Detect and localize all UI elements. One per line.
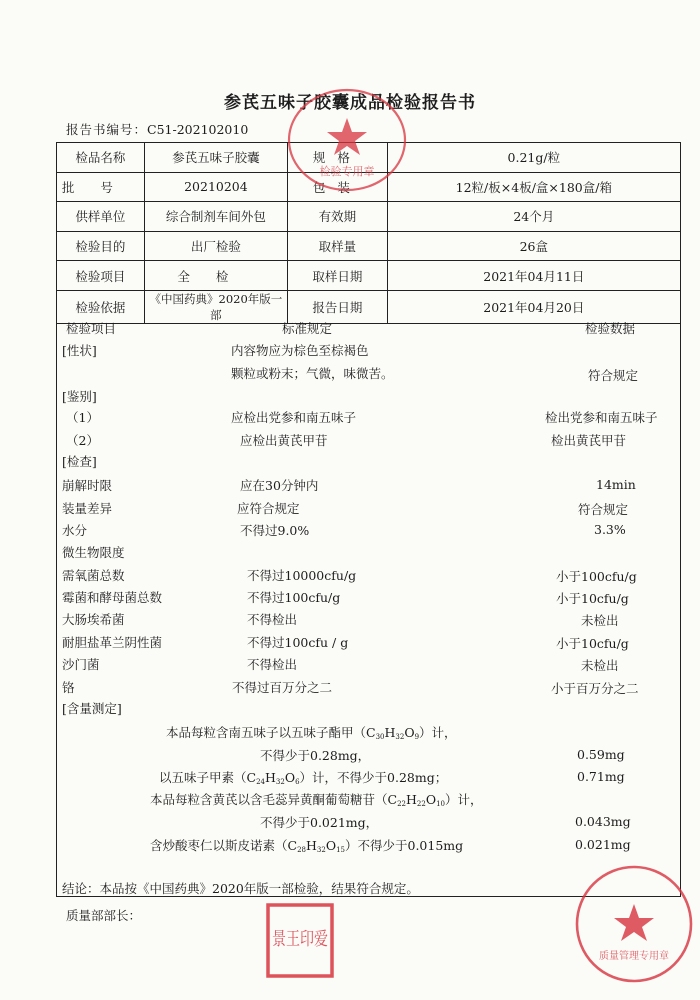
cell-label: 取样量 <box>288 231 388 261</box>
content-text: O <box>325 838 337 853</box>
item-text: 水分 <box>62 523 88 538</box>
col-data-heading: 检验数据 <box>585 321 636 336</box>
cell-value: 综合制剂车间外包 <box>144 202 287 232</box>
subscript: 15 <box>336 846 345 854</box>
cell-label: 检验项目 <box>57 261 145 291</box>
content-text: 本品每粒含南五味子以五味子酯甲（C <box>166 725 376 740</box>
item-text: 崩解时限 <box>62 478 113 493</box>
item-text: 沙门菌 <box>62 657 100 672</box>
section-jianbie: [鉴别] <box>62 389 97 404</box>
data-text: 小于10cfu/g <box>556 591 629 606</box>
item-text: 大肠埃希菌 <box>62 612 125 627</box>
subscript: 24 <box>256 778 265 786</box>
standard-text: 不得过100cfu/g <box>247 590 341 605</box>
inspection-seal-icon <box>285 85 410 195</box>
subscript: 32 <box>316 846 326 854</box>
content-text: ）计， <box>445 792 483 807</box>
data-text: 小于百万分之二 <box>551 681 639 696</box>
subscript: 9 <box>414 733 420 741</box>
data-text: 符合规定 <box>578 502 629 517</box>
item-text: 微生物限度 <box>62 545 125 560</box>
content-text: O <box>425 792 437 807</box>
report-number-label: 报告书编号： <box>66 122 148 137</box>
standard-text: 应在30分钟内 <box>240 478 319 493</box>
content-line-3 <box>159 768 447 786</box>
cell-label: 有效期 <box>288 202 388 232</box>
cell-value: 12粒/板×4板/盒×180盒/箱 <box>387 172 680 202</box>
cell-label: 检验依据 <box>57 290 145 323</box>
content-text: 本品每粒含黄芪以含毛蕊异黄酮葡萄糖苷（C <box>150 792 398 807</box>
subscript: 32 <box>275 778 285 786</box>
header-row <box>57 202 681 232</box>
section-jiancha: [检查] <box>62 454 97 469</box>
subscript: 22 <box>416 800 426 808</box>
item-text: （2） <box>66 433 99 448</box>
data-text: 14min <box>596 477 636 492</box>
standard-text: 不得检出 <box>247 657 298 672</box>
standard-text: 不得过9.0% <box>240 523 310 538</box>
header-row <box>57 231 681 261</box>
item-text: 装量差异 <box>62 501 113 516</box>
cell-label: 检验目的 <box>57 231 145 261</box>
content-line-2: 不得少于0.28mg， <box>260 748 371 763</box>
item-text: 耐胆盐革兰阴性菌 <box>62 635 163 650</box>
content-line-1 <box>166 723 457 741</box>
item-text: 霉菌和酵母菌总数 <box>62 590 163 605</box>
cell-value: 26盒 <box>387 231 680 261</box>
section-hanliang: [含量测定] <box>62 701 122 716</box>
standard-text: 颗粒或粉末；气微，味微苦。 <box>231 366 394 381</box>
cell-value: 0.21g/粒 <box>387 143 680 173</box>
data-text: 0.71mg <box>577 769 625 784</box>
cell-value: 参芪五味子胶囊 <box>144 143 287 173</box>
data-text: 0.021mg <box>575 837 631 852</box>
subscript: 10 <box>436 800 445 808</box>
page-title: 参芪五味子胶囊成品检验报告书 <box>224 93 476 113</box>
cell-value: 24个月 <box>387 202 680 232</box>
header-row <box>57 261 681 291</box>
data-text: 小于10cfu/g <box>556 636 629 651</box>
name-seal-icon <box>266 903 334 978</box>
subscript: 22 <box>397 800 406 808</box>
company-seal-text: 质量管理专用章 <box>599 951 669 962</box>
report-number-value: C51-202102010 <box>147 122 249 137</box>
data-text: 小于100cfu/g <box>556 569 637 584</box>
data-text: 检出黄芪甲苷 <box>551 433 627 448</box>
report-number <box>66 120 248 138</box>
content-text: ）计，不得少于0.28mg； <box>299 770 448 785</box>
cell-value: 全检 <box>144 261 287 291</box>
content-line-4 <box>150 790 483 808</box>
standard-text: 不得过100cfu / g <box>247 635 349 650</box>
cell-label: 规格 <box>288 143 388 173</box>
standard-text: 应检出党参和南五味子 <box>231 410 357 425</box>
cell-label: 检品名称 <box>57 143 145 173</box>
content-text: H <box>265 770 276 785</box>
content-text: 以五味子甲素（C <box>159 770 257 785</box>
subscript: 28 <box>297 846 306 854</box>
content-text: H <box>306 838 317 853</box>
cell-value: 2021年04月20日 <box>387 290 680 323</box>
col-standard-heading: 标准规定 <box>282 321 333 336</box>
cell-label: 供样单位 <box>57 202 145 232</box>
standard-text: 内容物应为棕色至棕褐色 <box>231 343 369 358</box>
standard-text: 不得过10000cfu/g <box>247 568 357 583</box>
standard-text: 不得过百万分之二 <box>232 680 333 695</box>
col-item-heading: 检验项目 <box>66 321 117 336</box>
cell-value: 《中国药典》2020年版一部 <box>144 290 287 323</box>
subscript: 30 <box>375 733 385 741</box>
content-text: O <box>404 725 415 740</box>
signature-label: 质量部部长： <box>66 908 142 923</box>
cell-value: 出厂检验 <box>144 231 287 261</box>
content-text: H <box>384 725 396 740</box>
data-text: 未检出 <box>581 613 619 628</box>
content-text: ）计， <box>419 725 457 740</box>
name-seal-text: 景王印爱 <box>272 929 328 950</box>
content-line-6 <box>150 836 463 854</box>
standard-text: 应符合规定 <box>237 501 300 516</box>
standard-text: 不得检出 <box>247 612 298 627</box>
company-seal-icon <box>572 862 696 986</box>
content-text: O <box>284 770 296 785</box>
cell-value: 2021年04月11日 <box>387 261 680 291</box>
content-text: H <box>406 792 417 807</box>
data-text: 0.59mg <box>577 747 625 762</box>
content-text: ）不得少于0.015mg <box>345 838 464 853</box>
item-text: 需氧菌总数 <box>62 568 125 583</box>
data-text: 未检出 <box>581 658 619 673</box>
conclusion-text: 结论：本品按《中国药典》2020年版一部检验，结果符合规定。 <box>62 881 419 896</box>
item-text: 铬 <box>62 680 75 695</box>
cell-value: 20210204 <box>144 172 287 202</box>
content-text: 含炒酸枣仁以斯皮诺素（C <box>150 838 298 853</box>
data-text: 符合规定 <box>588 368 639 383</box>
section-xingzhuang: [性状] <box>62 343 97 358</box>
cell-label: 报告日期 <box>288 290 388 323</box>
subscript: 32 <box>395 733 405 741</box>
cell-label: 包装 <box>288 172 388 202</box>
subscript: 6 <box>295 778 300 786</box>
data-text: 3.3% <box>594 522 626 537</box>
content-line-5: 不得少于0.021mg， <box>260 815 379 830</box>
data-text: 0.043mg <box>575 814 631 829</box>
inspection-seal-text: 检验专用章 <box>319 165 375 178</box>
standard-text: 应检出黄芪甲苷 <box>240 433 328 448</box>
cell-label: 取样日期 <box>288 261 388 291</box>
cell-label: 批号 <box>57 172 145 202</box>
item-text: （1） <box>66 410 99 425</box>
data-text: 检出党参和南五味子 <box>545 410 658 425</box>
